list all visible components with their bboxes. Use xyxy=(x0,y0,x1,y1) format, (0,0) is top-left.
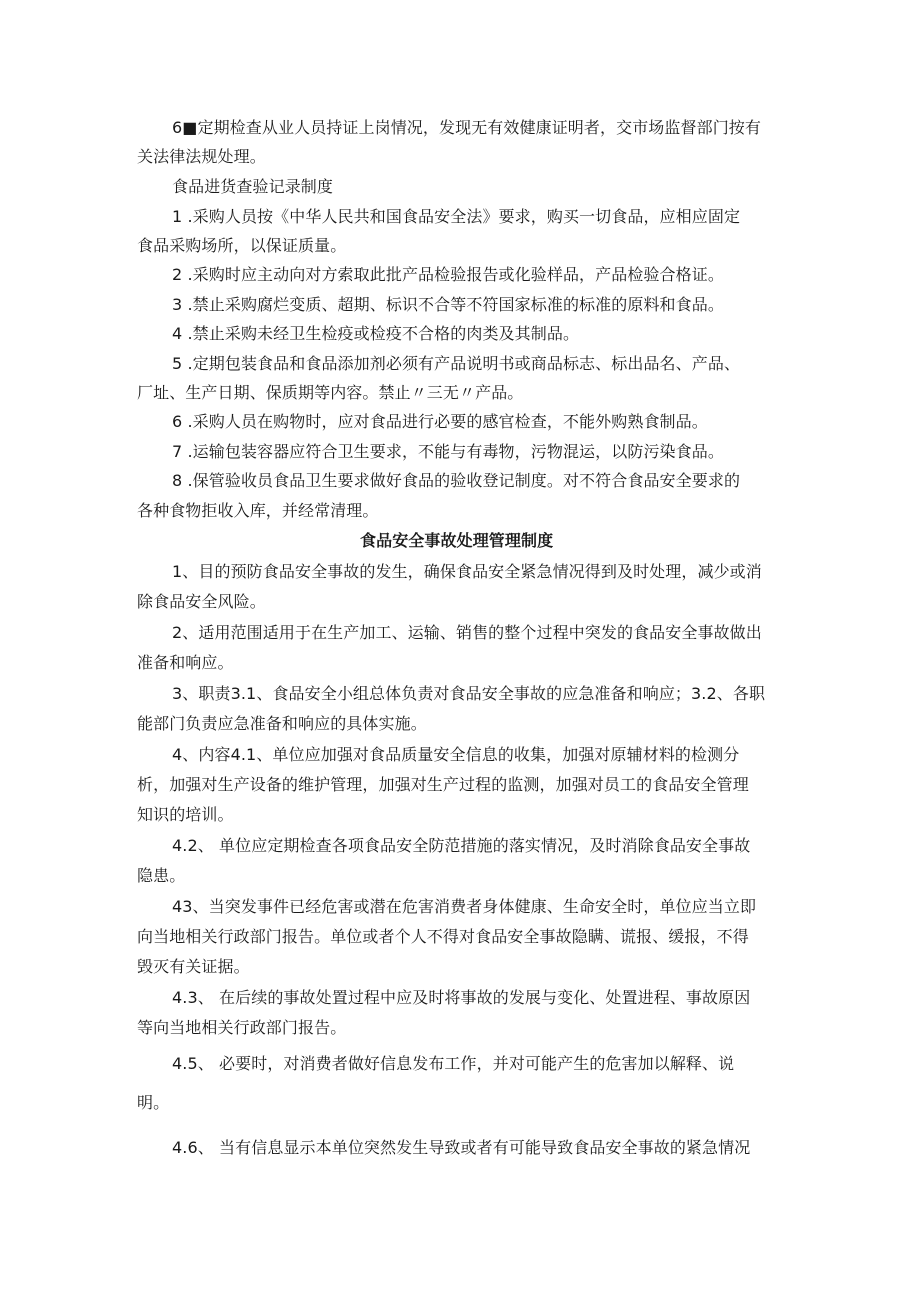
item-1-line-1: 1 .采购人员按《中华人民共和国食品安全法》要求，购买一切食品，应相应固定 xyxy=(172,207,741,226)
s2-para-4-5-line-1: 4.5、 必要时，对消费者做好信息发布工作，并对可能产生的危害加以解释、说 xyxy=(172,1054,735,1073)
s2-para-43-line-2: 向当地相关行政部门报告。单位或者个人不得对食品安全事故隐瞒、谎报、缓报，不得 xyxy=(137,927,749,946)
s2-para-43-line-3: 毁灭有关证据。 xyxy=(137,957,250,976)
s2-para-1-line-2: 除食品安全风险。 xyxy=(137,592,266,611)
para-6-line-2: 关法律法规处理。 xyxy=(137,147,266,166)
s2-para-3-line-1: 3、职责3.1、食品安全小组总体负责对食品安全事故的应急准备和响应；3.2、各职 xyxy=(172,684,766,703)
item-4: 4 .禁止采购未经卫生检疫或检疫不合格的肉类及其制品。 xyxy=(172,324,580,343)
item-7: 7 .运输包装容器应符合卫生要求，不能与有毒物，污物混运，以防污染食品。 xyxy=(172,442,724,461)
s2-para-3-line-2: 能部门负责应急准备和响应的具体实施。 xyxy=(137,714,427,733)
section-2-title: 食品安全事故处理管理制度 xyxy=(360,531,554,550)
item-8-line-2: 各种食物拒收入库，并经常清理。 xyxy=(137,501,379,520)
s2-para-2-line-2: 准备和响应。 xyxy=(137,653,234,672)
s2-para-4-line-3: 知识的培训。 xyxy=(137,805,234,824)
para-6-line-1: 6■定期检查从业人员持证上岗情况，发现无有效健康证明者，交市场监督部门按有 xyxy=(172,118,761,137)
item-5-line-2: 厂址、生产日期、保质期等内容。禁止〃三无〃产品。 xyxy=(137,383,524,402)
section-1-title: 食品进货查验记录制度 xyxy=(172,177,334,196)
s2-para-4-3-line-1: 4.3、 在后续的事故处置过程中应及时将事故的发展与变化、处置进程、事故原因 xyxy=(172,988,751,1007)
item-8-line-1: 8 .保管验收员食品卫生要求做好食品的验收登记制度。对不符合食品安全要求的 xyxy=(172,471,741,490)
s2-para-43-line-1: 43、当突发事件已经危害或潜在危害消费者身体健康、生命安全时，单位应当立即 xyxy=(172,897,757,916)
s2-para-4-5-line-2: 明。 xyxy=(137,1093,170,1112)
s2-para-4-line-2: 析，加强对生产设备的维护管理，加强对生产过程的监测，加强对员工的食品安全管理 xyxy=(137,775,749,794)
s2-para-4-2-line-2: 隐患。 xyxy=(137,866,186,885)
item-1-line-2: 食品采购场所，以保证质量。 xyxy=(137,236,347,255)
s2-para-4-line-1: 4、内容4.1、单位应加强对食品质量安全信息的收集，加强对原辅材料的检测分 xyxy=(172,745,740,764)
item-2: 2 .采购时应主动向对方索取此批产品检验报告或化验样品，产品检验合格证。 xyxy=(172,265,724,284)
item-6: 6 .采购人员在购物时，应对食品进行必要的感官检查，不能外购熟食制品。 xyxy=(172,412,708,431)
s2-para-2-line-1: 2、适用范围适用于在生产加工、运输、销售的整个过程中突发的食品安全事故做出 xyxy=(172,623,762,642)
item-5-line-1: 5 .定期包装食品和食品添加剂必须有产品说明书或商品标志、标出品名、产品、 xyxy=(172,354,741,373)
item-3: 3 .禁止采购腐烂变质、超期、标识不合等不符国家标准的标准的原料和食品。 xyxy=(172,295,724,314)
s2-para-4-6-line-1: 4.6、 当有信息显示本单位突然发生导致或者有可能导致食品安全事故的紧急情况 xyxy=(172,1138,751,1157)
s2-para-4-2-line-1: 4.2、 单位应定期检查各项食品安全防范措施的落实情况，及时消除食品安全事故 xyxy=(172,836,751,855)
s2-para-1-line-1: 1、目的预防食品安全事故的发生，确保食品安全紧急情况得到及时处理，减少或消 xyxy=(172,562,762,581)
s2-para-4-3-line-2: 等向当地相关行政部门报告。 xyxy=(137,1018,347,1037)
